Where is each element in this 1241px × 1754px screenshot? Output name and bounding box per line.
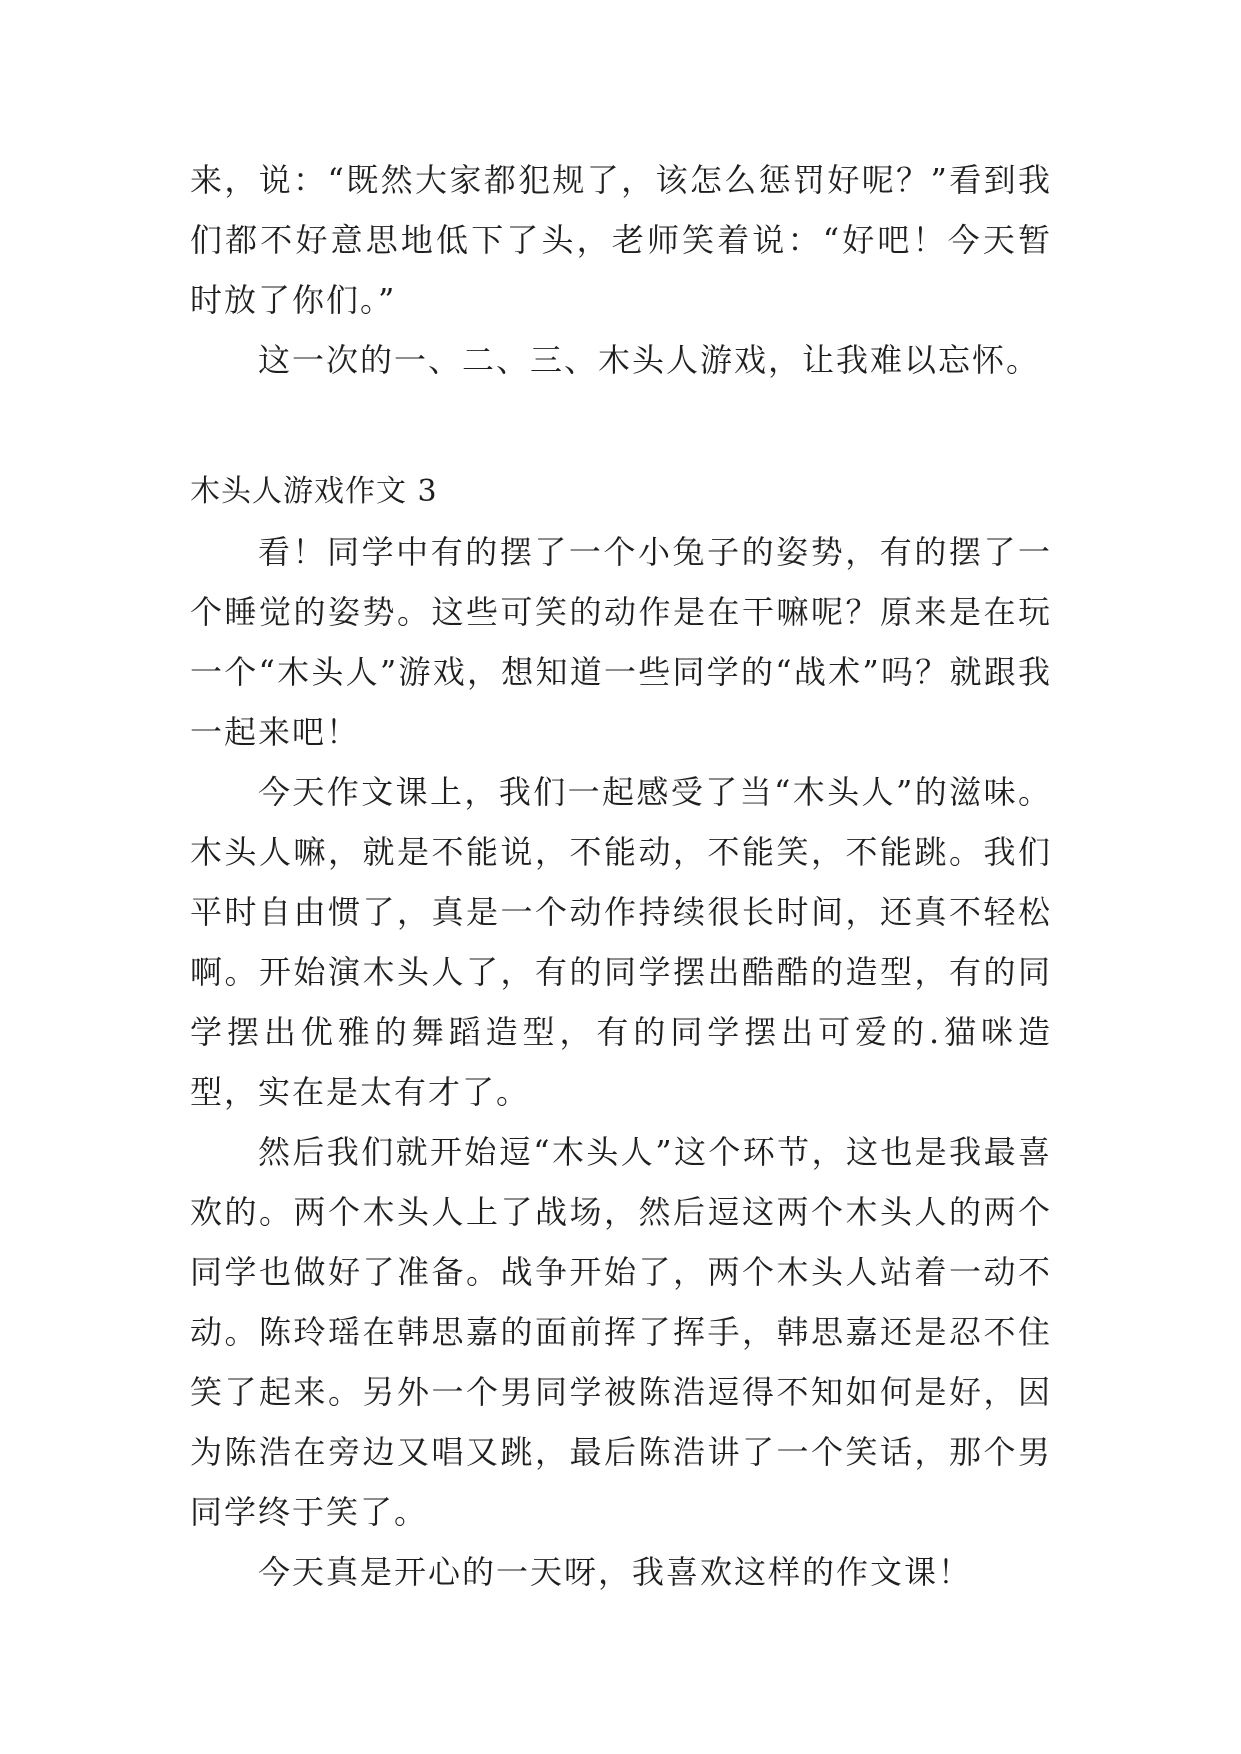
paragraph-intro: 看！同学中有的摆了一个小兔子的姿势，有的摆了一个睡觉的姿势。这些可笑的动作是在干嘛呢？原来是在玩一个“木头人”游戏，想知道一些同学的“战术”吗？就跟我一起来吧！ <box>190 533 1052 751</box>
document-page <box>190 150 1052 1602</box>
paragraph-class-experience: 今天作文课上，我们一起感受了当“木头人”的滋味。木头人嘛，就是不能说，不能动，不能笑，不能跳。我们平时自由惯了，真是一个动作持续很长时间，还真不轻松啊。开始演木头人了，有的同学摆出酷酷的造型，有的同学摆出优雅的舞蹈造型，有的同学摆出可爱的.猫咪造型，实在是太有才了。 <box>190 773 1052 1111</box>
essay-heading: 木头人游戏作文 3 <box>190 474 438 509</box>
paragraph-continuation: 来，说：“既然大家都犯规了，该怎么惩罚好呢？”看到我们都不好意思地低下了头，老师笑着说：“好吧！今天暂时放了你们。” <box>190 161 1052 319</box>
paragraph-conclusion: 今天真是开心的一天呀，我喜欢这样的作文课！ <box>258 1553 973 1591</box>
paragraph-unforgettable: 这一次的一、二、三、木头人游戏，让我难以忘怀。 <box>258 341 1041 379</box>
paragraph-teasing-game: 然后我们就开始逗“木头人”这个环节，这也是我最喜欢的。两个木头人上了战场，然后逗这两个木头人的两个同学也做好了准备。战争开始了，两个木头人站着一动不动。陈玲瑶在韩思嘉的面前挥了挥手，韩思嘉还是忍不住笑了起来。另外一个男同学被陈浩逗得不知如何是好，因为陈浩在旁边又唱又跳，最后陈浩讲了一个笑话，那个男同学终于笑了。 <box>190 1133 1052 1531</box>
